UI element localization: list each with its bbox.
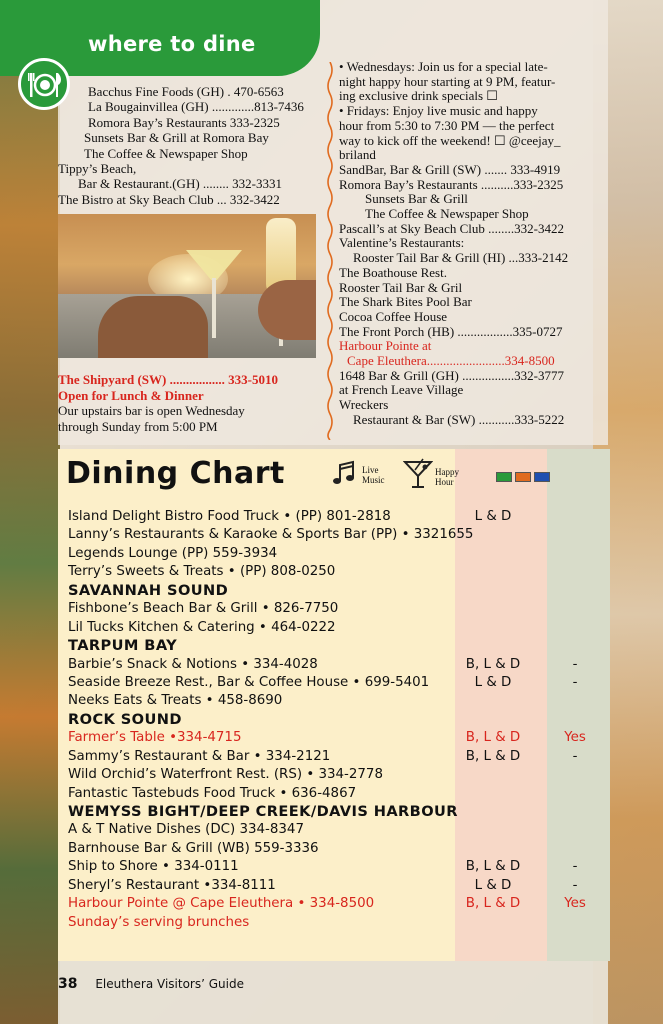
restaurant-name: TARPUM BAY — [68, 637, 178, 655]
restaurant-row — [68, 526, 608, 544]
restaurant-name: Fishbone’s Beach Bar & Grill • 826-7750 — [68, 601, 339, 617]
restaurant-row — [68, 729, 608, 747]
restaurant-row — [68, 656, 608, 674]
meals-served: B, L & D — [465, 896, 521, 912]
chart-title: Dining Chart — [66, 456, 285, 491]
listing-line: Restaurant & Bar (SW) ...........333-5222 — [353, 411, 565, 427]
restaurant-name: A & T Native Dishes (DC) 334-8347 — [68, 822, 304, 838]
foliage-background — [0, 0, 60, 1024]
listing-line: Rooster Tail Bar & Gril — [339, 279, 463, 295]
cocktail-glass-icon — [403, 458, 433, 490]
restaurant-row — [68, 545, 608, 563]
listing-line: Wreckers — [339, 397, 389, 413]
restaurant-name: ROCK SOUND — [68, 710, 182, 728]
shipyard-hours-line: Our upstairs bar is open Wednesday — [58, 403, 245, 419]
meals-served: L & D — [474, 877, 512, 893]
listing-line: hour from 5:30 to 7:30 PM — the perfect — [339, 117, 555, 133]
restaurant-name: Barnhouse Bar & Grill (WB) 559-3336 — [68, 840, 319, 856]
footer-band — [58, 960, 608, 1024]
listing-line: The Bistro at Sky Beach Club ... 332-3422 — [58, 191, 280, 207]
cards-accepted: Yes — [564, 730, 586, 746]
meals-served: L & D — [474, 509, 512, 524]
restaurant-name: Neeks Eats & Treats • 458-8690 — [68, 693, 283, 709]
restaurant-row — [68, 748, 608, 766]
listing-line: Sunsets Bar & Grill — [365, 191, 468, 207]
listing-line: 1648 Bar & Grill (GH) ................332-3777 — [339, 367, 564, 383]
cards-accepted: - — [572, 859, 578, 875]
restaurant-row — [68, 840, 608, 858]
listing-line: Cape Eleuthera........................334-8500 — [347, 353, 555, 369]
dining-entries — [68, 508, 608, 932]
meals-served: B, L & D — [465, 859, 521, 875]
restaurant-name: Sunday’s serving brunches — [68, 914, 250, 930]
card-swatch — [515, 472, 531, 482]
restaurant-row — [68, 858, 608, 876]
restaurant-name: Fantastic Tastebuds Food Truck • 636-4867 — [68, 785, 357, 801]
listing-line: Rooster Tail Bar & Grill (HI) ...333-2142 — [353, 250, 569, 266]
restaurant-name: Terry’s Sweets & Treats • (PP) 808-0250 — [68, 564, 336, 580]
listing-line: Romora Bay’s Restaurants ..........333-2325 — [339, 176, 564, 192]
listing-line: La Bougainvillea (GH) .............813-7436 — [88, 99, 304, 115]
restaurant-row — [68, 877, 608, 895]
restaurant-name: Ship to Shore • 334-0111 — [68, 859, 239, 875]
sunset-toast-photo — [58, 214, 316, 358]
listing-line: Sunsets Bar & Grill at Romora Bay — [84, 130, 269, 146]
card-swatch — [534, 472, 550, 482]
listing-line: • Fridays: Enjoy live music and happy — [339, 103, 538, 119]
listing-line: SandBar, Bar & Grill (SW) ....... 333-4919 — [339, 161, 561, 177]
listing-line: Bar & Restaurant.(GH) ........ 332-3331 — [78, 176, 282, 192]
listing-line: Cocoa Coffee House — [339, 308, 448, 324]
restaurant-name: Island Delight Bistro Food Truck • (PP) 801-2818 — [68, 509, 391, 524]
meals-served: B, L & D — [465, 748, 521, 764]
restaurant-name: Farmer’s Table •334-4715 — [68, 730, 242, 746]
happy-hour-label: Happy Hour — [435, 467, 459, 487]
cards-accepted: - — [572, 748, 578, 764]
listing-line: Bacchus Fine Foods (GH) . 470-6563 — [88, 84, 284, 99]
restaurant-name: SAVANNAH SOUND — [68, 581, 229, 599]
restaurant-row — [68, 563, 608, 581]
section-title: where to dine — [88, 32, 256, 56]
restaurant-row — [68, 914, 608, 932]
credit-cards-icon — [496, 472, 553, 490]
page-footer — [58, 976, 244, 992]
shipyard-ad — [58, 372, 318, 434]
listing-line: The Coffee & Newspaper Shop — [84, 145, 248, 161]
listing-line: Romora Bay’s Restaurants 333-2325 — [88, 114, 280, 130]
restaurant-row — [68, 674, 608, 692]
cards-accepted: - — [572, 877, 578, 893]
listing-line: Tippy’s Beach, — [58, 161, 137, 177]
shipyard-subtitle: Open for Lunch & Dinner — [58, 387, 204, 403]
listing-line: night happy hour starting at 9 PM, featur- — [339, 73, 556, 89]
restaurant-row — [68, 508, 608, 526]
restaurant-row — [68, 600, 608, 618]
listing-line: Valentine’s Restaurants: — [339, 235, 465, 251]
cards-accepted: - — [572, 656, 578, 672]
restaurant-row — [68, 821, 608, 839]
region-heading — [68, 711, 608, 729]
listing-line: way to kick off the weekend! ☐ @ceejay_ — [339, 132, 561, 148]
listing-line: The Shark Bites Pool Bar — [339, 294, 472, 310]
listing-line: • Wednesdays: Join us for a special late- — [339, 59, 548, 74]
restaurant-name: Legends Lounge (PP) 559-3934 — [68, 545, 278, 561]
listing-line: The Boathouse Rest. — [339, 264, 447, 280]
listing-line: Harbour Pointe at — [339, 338, 432, 354]
restaurant-row — [68, 692, 608, 710]
restaurant-name: Sammy’s Restaurant & Bar • 334-2121 — [68, 748, 331, 764]
restaurant-row — [68, 619, 608, 637]
meals-served: B, L & D — [465, 730, 521, 746]
listing-line: at French Leave Village — [339, 382, 464, 398]
restaurant-row — [68, 785, 608, 803]
listing-line: briland — [339, 147, 376, 163]
listing-line: The Front Porch (HB) .................335-0727 — [339, 323, 563, 339]
region-heading — [68, 637, 608, 655]
region-heading — [68, 582, 608, 600]
restaurant-name: WEMYSS BIGHT/DEEP CREEK/DAVIS HARBOUR — [68, 803, 458, 820]
right-listings — [339, 60, 595, 428]
restaurant-name: Harbour Pointe @ Cape Eleuthera • 334-8500 — [68, 896, 375, 912]
meals-served: L & D — [474, 674, 512, 690]
restaurant-name: Sheryl’s Restaurant •334-8111 — [68, 877, 276, 893]
live-music-label: Live Music — [362, 465, 385, 485]
page-number: 38 — [58, 976, 78, 992]
shipyard-hours-line: through Sunday from 5:00 PM — [58, 418, 218, 434]
cards-accepted: - — [572, 674, 578, 690]
restaurant-name: Lanny’s Restaurants & Karaoke & Sports Bar (PP) • 3321655 — [68, 527, 474, 543]
restaurant-name: Lil Tucks Kitchen & Catering • 464-0222 — [68, 619, 336, 635]
listing-line: ing exclusive drink specials ☐ — [339, 88, 498, 104]
left-listings — [58, 84, 314, 207]
meals-served: B, L & D — [465, 656, 521, 672]
publication-name: Eleuthera Visitors’ Guide — [95, 977, 244, 991]
listing-line: Pascall’s at Sky Beach Club ........332-3422 — [339, 220, 564, 236]
music-notes-icon — [330, 460, 358, 488]
listing-line: The Coffee & Newspaper Shop — [365, 206, 529, 222]
wavy-divider — [325, 62, 335, 440]
shipyard-title: The Shipyard (SW) ................. 333-5010 — [58, 372, 278, 387]
restaurant-row — [68, 895, 608, 913]
cards-accepted: Yes — [564, 896, 586, 912]
card-swatch — [496, 472, 512, 482]
region-heading — [68, 803, 608, 821]
restaurant-name: Seaside Breeze Rest., Bar & Coffee House • 699-5401 — [68, 674, 430, 690]
restaurant-name: Wild Orchid’s Waterfront Rest. (RS) • 334-2778 — [68, 767, 383, 783]
restaurant-row — [68, 766, 608, 784]
restaurant-name: Barbie’s Snack & Notions • 334-4028 — [68, 656, 318, 672]
